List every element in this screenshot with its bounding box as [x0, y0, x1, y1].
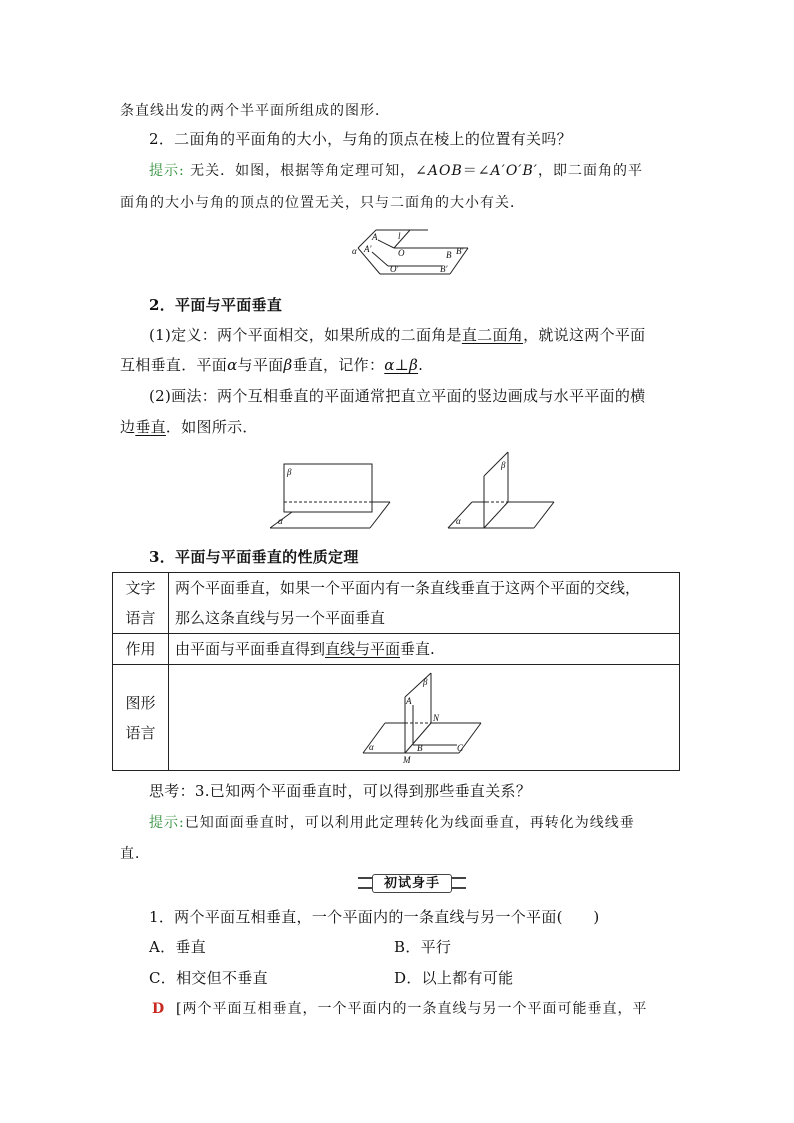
section-badge-label: 初试身手 [372, 874, 452, 893]
hint-text: 无关．如图，根据等角定理可知，∠ [190, 163, 428, 179]
answer-line [152, 998, 648, 1018]
angle-aob: AOB [427, 163, 463, 179]
label-A: A [406, 696, 412, 706]
row-head-line2: 语言 [125, 723, 156, 742]
row-head-line1: 文字 [125, 579, 156, 597]
label-A-prime: A′ [364, 244, 372, 254]
label-B-prime: B′ [440, 264, 448, 274]
definition-line2 [120, 354, 423, 375]
think-hint-line2: 直． [120, 846, 150, 862]
definition-text: (1)定义：两个平面相交，如果所成的二面角是 [149, 326, 462, 344]
drawing-term: 垂直 [135, 418, 166, 436]
row-head-text-language [113, 573, 169, 634]
row-head-figure-language [113, 665, 169, 771]
option-d: D．以上都有可能 [394, 969, 514, 987]
label-B-prime-top: B′ [456, 246, 464, 256]
section-badge [358, 873, 466, 893]
label-M: M [403, 755, 411, 765]
option-c: C．相交但不垂直 [149, 969, 268, 987]
label-C: C [457, 743, 464, 753]
notation-period: . [418, 356, 424, 374]
label-A: A [372, 232, 378, 242]
hint-label: 提示: [149, 163, 185, 179]
row-head-line2: 语言 [125, 609, 156, 627]
exercise-question: 1．两个平面互相垂直，一个平面内的一条直线与另一个平面( ) [149, 908, 600, 926]
table-row-text-language [113, 573, 680, 634]
beta-symbol: β [283, 356, 293, 374]
angle-aob-prime: A′O′B′ [490, 163, 538, 179]
label-beta: β [423, 677, 428, 687]
label-alpha-left: α [278, 516, 283, 526]
row-figure-cell [169, 665, 680, 771]
definition-text-cont: ，就说这两个平面 [523, 326, 646, 344]
table-row-function [113, 634, 680, 665]
label-B: B [446, 250, 452, 260]
option-a: A．垂直 [149, 938, 207, 956]
function-text: 由平面与平面垂直得到 [175, 640, 326, 658]
drawing-text: 边 [120, 418, 136, 436]
function-term: 直线与平面 [325, 640, 401, 658]
alpha-symbol: α [227, 356, 238, 374]
hint-text: 已知面面垂直时，可以利用此定理转化为线面垂直，再转化为线线垂 [184, 815, 635, 831]
answer-explanation: [两个平面互相垂直，一个平面内的一条直线与另一个平面可能垂直，平 [176, 1001, 648, 1017]
hint-q2-line2: 面角的大小与角的顶点的位置无关，只与二面角的大小有关． [120, 195, 525, 211]
equals-angle: ＝∠ [462, 163, 491, 179]
theorem-text-line1: 两个平面垂直，如果一个平面内有一条直线垂直于这两个平面的交线， [175, 579, 641, 597]
definition-term: 直二面角 [461, 326, 524, 344]
label-beta-left: β [287, 467, 292, 477]
drawing-method-line1: (2)画法：两个互相垂直的平面通常把直立平面的竖边画成与水平平面的横 [149, 387, 646, 405]
hint-label: 提示: [149, 815, 185, 831]
section-2-heading: 2．平面与平面垂直 [149, 296, 283, 314]
table-row-figure-language [113, 665, 680, 771]
think-hint-line1 [149, 812, 635, 832]
row-head-function: 作用 [113, 634, 169, 665]
theorem-figure [361, 671, 485, 763]
drawing-text-cont: ．如图所示． [165, 418, 258, 436]
label-B: B [417, 743, 423, 753]
function-text-cont: 垂直. [400, 640, 435, 658]
definition-text-3: 与平面 [237, 356, 284, 374]
perpendicular-planes-figure-right [446, 450, 556, 530]
think-question: 思考：3.已知两个平面垂直时，可以得到那些垂直关系？ [149, 782, 532, 800]
answer-letter: D [152, 1001, 166, 1017]
section-3-heading: 3．平面与平面垂直的性质定理 [149, 548, 359, 566]
perpendicular-planes-figure-left [268, 462, 392, 530]
theorem-table [112, 572, 680, 771]
label-alpha: α [369, 742, 374, 752]
question-2: 2．二面角的平面角的大小，与角的顶点在棱上的位置有关吗？ [149, 130, 572, 148]
label-alpha-right: α [456, 516, 461, 526]
perpendicular-notation: α⊥β [384, 356, 419, 374]
row-text-language [169, 573, 680, 634]
hint-text-cont: ，即二面角的平 [537, 163, 643, 179]
label-N: N [433, 713, 440, 723]
theorem-text-line2: 那么这条直线与另一个平面垂直 [175, 609, 386, 627]
hint-q2-line1 [149, 160, 643, 180]
drawing-method-line2 [120, 416, 258, 437]
definition-text-4: 垂直，记作： [292, 356, 385, 374]
dihedral-angle-figure [350, 226, 470, 282]
definition-text-2: 互相垂直．平面 [120, 356, 228, 374]
label-beta-right: β [501, 460, 506, 470]
label-O: O [398, 248, 405, 258]
label-l: l [398, 231, 401, 241]
label-O-prime: O′ [390, 264, 399, 274]
label-alpha: α [352, 246, 357, 256]
row-head-line1: 图形 [125, 693, 156, 712]
row-function-text [169, 634, 680, 665]
intro-text: 条直线出发的两个半平面所组成的图形． [120, 103, 390, 119]
definition-line1 [149, 324, 645, 345]
option-b: B．平行 [394, 938, 452, 956]
